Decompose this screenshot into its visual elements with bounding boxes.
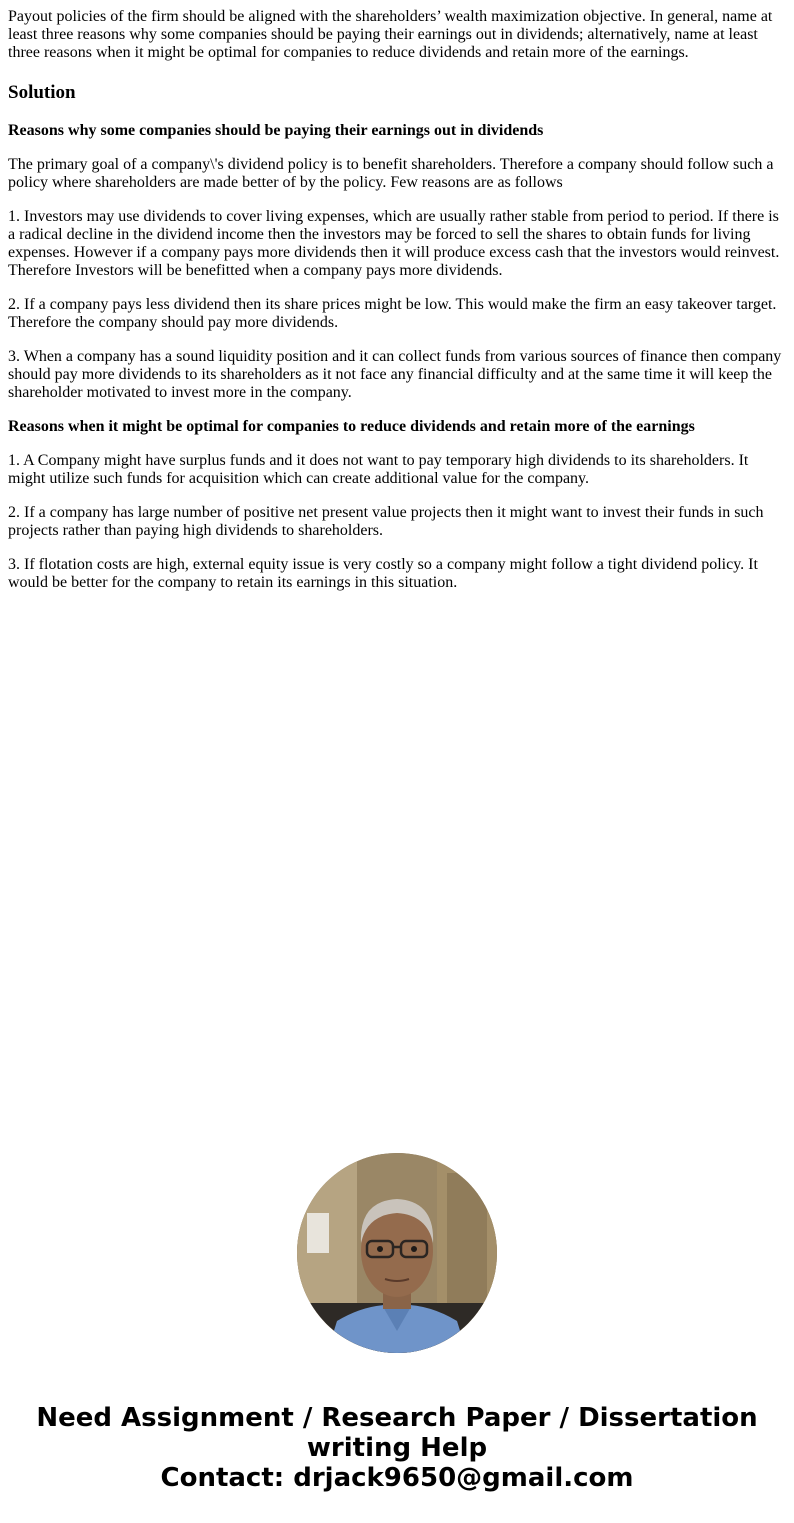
answer-document: [8, 8, 784, 608]
section2-point-1: 1. A Company might have surplus funds and it does not want to pay temporary high dividends to its shareholders. It might utilize such funds for acquisition which can create additional value for the company.: [8, 452, 749, 487]
section1-point-3: 3. When a company has a sound liquidity position and it can collect funds from various sources of finance then company should pay more dividends to its shareholders as it not face any financial difficulty and at the same time it will keep the shareholder motivated to invest more in the company.: [8, 348, 782, 401]
question-text: Payout policies of the firm should be aligned with the shareholders’ wealth maximization objective. In general, name at least three reasons why some companies should be paying their earnings out in dividends; alternatively, name at least three reasons when it might be optimal for companies to reduce dividends and retain more of the earnings.: [8, 8, 773, 61]
section2-point-3: 3. If flotation costs are high, external equity issue is very costly so a company might follow a tight dividend policy. It would be better for the company to retain its earnings in this situation.: [8, 556, 758, 591]
avatar-portrait: [297, 1153, 497, 1353]
cta-line-2: writing Help: [306, 1433, 488, 1463]
section2-point-2: 2. If a company has large number of positive net present value projects then it might want to invest their funds in such projects rather than paying high dividends to shareholders.: [8, 504, 764, 539]
section1-intro: The primary goal of a company\'s dividend policy is to benefit shareholders. Therefore a company should follow such a policy where shareholders are made better of by the policy. Few reasons are as follows: [8, 156, 774, 191]
contact-banner: [0, 1403, 794, 1493]
section1-heading: Reasons why some companies should be paying their earnings out in dividends: [8, 122, 544, 139]
author-avatar: [297, 1153, 497, 1353]
cta-contact-email: Contact: drjack9650@gmail.com: [160, 1463, 634, 1493]
solution-heading: Solution: [8, 82, 76, 103]
section1-point-2: 2. If a company pays less dividend then its share prices might be low. This would make the firm an easy takeover target. Therefore the company should pay more dividends.: [8, 296, 777, 331]
section2-heading: Reasons when it might be optimal for companies to reduce dividends and retain more of the earnings: [8, 418, 695, 435]
cta-line-1: Need Assignment / Research Paper / Dissertation: [36, 1403, 758, 1433]
section1-point-1: 1. Investors may use dividends to cover living expenses, which are usually rather stable from period to period. If there is a radical decline in the dividend income then the investors may be forced to sell the shares to obtain funds for living expenses. However if a company pays more dividends then it will produce excess cash that the investors would reinvest. Therefore Investors will be benefitted when a company pays more dividends.: [8, 208, 780, 279]
